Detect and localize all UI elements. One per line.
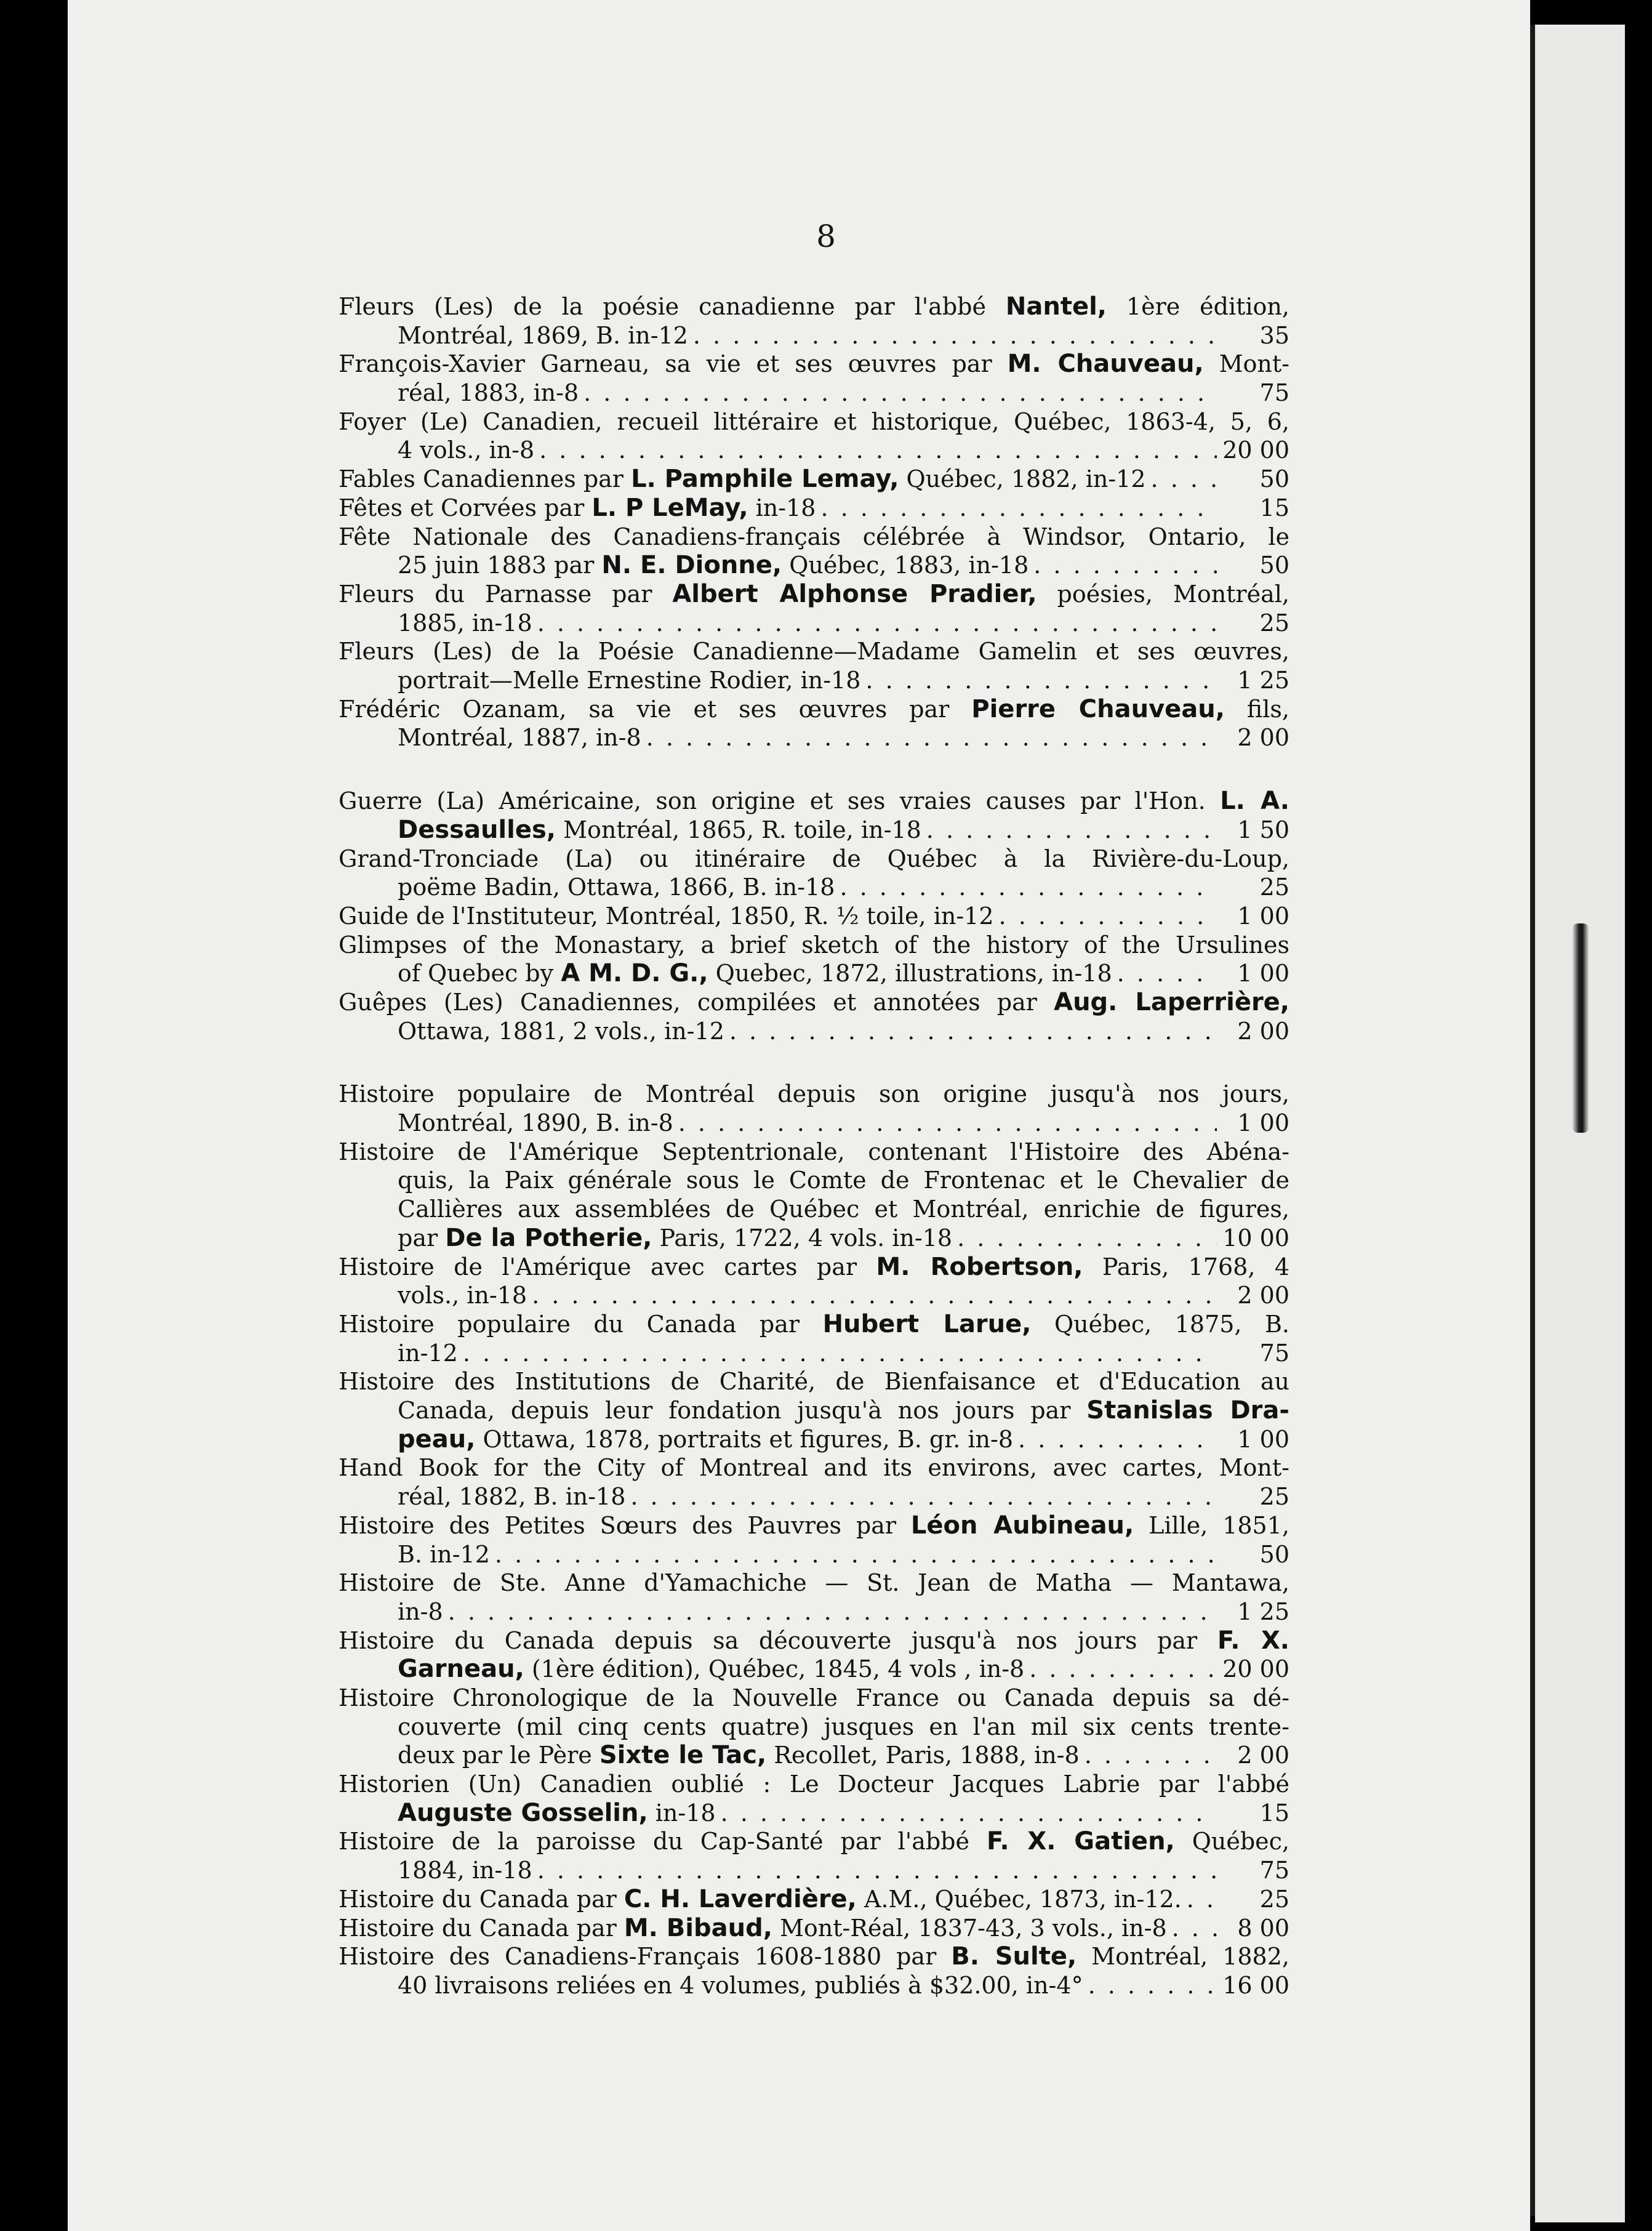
entry-price-line bbox=[339, 1425, 1289, 1454]
entry-price: 16 00 bbox=[1222, 1971, 1289, 1999]
entry-text-segment: Histoire populaire de Montréal depuis son origine jusqu'à nos jours, bbox=[339, 1080, 1289, 1108]
catalogue-entry bbox=[339, 1885, 1289, 1914]
author-name: Aug. Laperrière, bbox=[1054, 988, 1289, 1017]
facing-page-edge bbox=[1535, 25, 1625, 2222]
leader-dots bbox=[1172, 1914, 1217, 1943]
entry-price: 1 25 bbox=[1237, 667, 1289, 694]
entry-text-segment: Histoire de Ste. Anne d'Yamachiche — St. Jean de Matha — Mantawa, bbox=[339, 1569, 1289, 1597]
author-name: L. P LeMay, bbox=[591, 493, 748, 522]
author-name: M. Bibaud, bbox=[624, 1913, 772, 1942]
entry-price: 1 00 bbox=[1237, 902, 1289, 930]
author-name: F. X. bbox=[1217, 1626, 1289, 1655]
leader-dots bbox=[1187, 1885, 1217, 1914]
entry-price: 50 bbox=[1259, 1540, 1289, 1568]
entry-text-segment: in-12 bbox=[398, 1339, 458, 1367]
entry-text-segment: Guerre (La) Américaine, son origine et ses vraies causes par l'Hon. bbox=[339, 787, 1221, 815]
entry-first-line bbox=[339, 1569, 1289, 1598]
entry-text bbox=[339, 494, 816, 523]
entry-text-segment: portrait—Melle Ernestine Rodier, in-18 bbox=[398, 667, 861, 694]
entry-text bbox=[398, 959, 1112, 988]
entry-price: 25 bbox=[1259, 609, 1289, 637]
author-name: C. H. Laverdière, bbox=[624, 1884, 857, 1913]
leader-dots bbox=[1029, 1655, 1217, 1684]
entry-price-line bbox=[339, 465, 1289, 494]
entry-text bbox=[398, 1540, 490, 1569]
ink-mark bbox=[1572, 923, 1589, 1133]
entry-text bbox=[339, 1914, 1167, 1943]
entry-text-segment: Frédéric Ozanam, sa vie et ses œuvres par bbox=[339, 695, 972, 723]
entry-text bbox=[339, 465, 1146, 494]
author-name: Dessaulles, bbox=[398, 815, 556, 844]
leader-dots bbox=[463, 1339, 1217, 1368]
entry-first-line bbox=[339, 845, 1289, 874]
leader-dots bbox=[537, 1856, 1217, 1885]
catalogue-entry bbox=[339, 292, 1289, 350]
entry-first-line bbox=[339, 1367, 1289, 1396]
entry-text-segment: Histoire populaire du Canada par bbox=[339, 1310, 823, 1338]
entry-text-segment: Paris, 1768, 4 bbox=[1083, 1253, 1289, 1280]
leader-dots bbox=[721, 1799, 1217, 1828]
entry-text bbox=[339, 1885, 1182, 1914]
catalogue-entry bbox=[339, 1080, 1289, 1137]
entry-price-line bbox=[339, 1885, 1289, 1914]
entry-text bbox=[398, 816, 921, 845]
entry-price: 25 bbox=[1259, 1885, 1289, 1913]
author-name: Garneau, bbox=[398, 1655, 524, 1684]
entry-price: 75 bbox=[1259, 1857, 1289, 1884]
scan-edge bbox=[1530, 25, 1535, 2216]
leader-dots bbox=[1018, 1425, 1217, 1454]
entry-first-line bbox=[339, 523, 1289, 552]
entry-price: 8 00 bbox=[1237, 1914, 1289, 1942]
catalogue-entry bbox=[339, 408, 1289, 465]
leader-dots bbox=[729, 1017, 1217, 1046]
entry-first-line bbox=[339, 350, 1289, 379]
entry-price-line bbox=[339, 551, 1289, 580]
entry-price-line bbox=[339, 723, 1289, 752]
entry-text-segment: Montréal, 1882, bbox=[1077, 1943, 1289, 1971]
entry-price: 1 00 bbox=[1237, 960, 1289, 987]
catalogue-entry bbox=[339, 580, 1289, 637]
entry-text-segment: Foyer (Le) Canadien, recueil littéraire et historique, Québec, 1863-4, 5, 6, bbox=[339, 408, 1289, 435]
entry-text-segment: Histoire du Canada par bbox=[339, 1885, 624, 1913]
entry-first-line bbox=[339, 1138, 1289, 1167]
entry-text-segment: Hand Book for the City of Montreal and its environs, avec cartes, Mont- bbox=[339, 1454, 1289, 1482]
entry-continuation-line: Callières aux assemblées de Québec et Montréal, enrichie de figures, bbox=[398, 1196, 1289, 1223]
entry-text-segment: Histoire du Canada depuis sa découverte jusqu'à nos jours par bbox=[339, 1626, 1217, 1654]
entry-text-segment: Histoire Chronologique de la Nouvelle France ou Canada depuis sa dé- bbox=[339, 1684, 1289, 1711]
entry-text-segment: Histoire du Canada par bbox=[339, 1914, 624, 1942]
entry-text-segment: Historien (Un) Canadien oublié : Le Docteur Jacques Labrie par l'abbé bbox=[339, 1771, 1289, 1798]
leader-dots bbox=[1085, 1741, 1217, 1770]
entry-text-segment: Quebec, 1872, illustrations, in-18 bbox=[708, 960, 1112, 987]
entry-text bbox=[339, 902, 994, 931]
entry-price-line bbox=[339, 436, 1289, 465]
entry-text-segment: Fêtes et Corvées par bbox=[339, 494, 592, 521]
entry-text-segment: Grand-Tronciade (La) ou itinéraire de Québec à la Rivière-du-Loup, bbox=[339, 845, 1289, 872]
entry-price-line bbox=[339, 902, 1289, 931]
entry-text-segment: Fête Nationale des Canadiens-français célébrée à Windsor, Ontario, le bbox=[339, 523, 1289, 550]
leader-dots bbox=[926, 816, 1217, 845]
entry-price-line bbox=[339, 494, 1289, 523]
entry-text bbox=[398, 1799, 716, 1828]
entry-text-segment: Mont-Réal, 1837-43, 3 vols., in-8 bbox=[772, 1914, 1167, 1942]
entry-price-line bbox=[339, 816, 1289, 845]
entry-price-line bbox=[339, 1281, 1289, 1310]
author-name: L. Pamphile Lemay, bbox=[631, 465, 899, 494]
entry-first-line bbox=[339, 787, 1289, 816]
author-name: N. E. Dionne, bbox=[601, 551, 782, 580]
entry-text-segment: Fleurs du Parnasse par bbox=[339, 580, 673, 608]
leader-dots bbox=[840, 873, 1217, 902]
entry-text-segment: par bbox=[398, 1224, 446, 1252]
entry-text-segment: Histoire de l'Amérique Septentrionale, contenant l'Histoire des Abéna- bbox=[339, 1138, 1289, 1165]
entry-text-segment: 25 juin 1883 par bbox=[398, 552, 602, 579]
entry-text-segment: Guide de l'Instituteur, Montréal, 1850, R. ½ toile, in-12 bbox=[339, 902, 994, 930]
entry-text-segment: Montréal, 1890, B. in-8 bbox=[398, 1109, 673, 1137]
author-name: M. Robertson, bbox=[876, 1252, 1083, 1281]
entry-text-segment: fils, bbox=[1224, 695, 1289, 723]
entry-first-line bbox=[339, 1626, 1289, 1655]
catalogue-entry bbox=[339, 1942, 1289, 2000]
entry-text-segment: Histoire des Petites Sœurs des Pauvres par bbox=[339, 1511, 911, 1539]
leader-dots bbox=[693, 321, 1217, 350]
catalogue-entry bbox=[339, 1827, 1289, 1884]
entry-text-segment: François-Xavier Garneau, sa vie et ses œuvres par bbox=[339, 350, 1008, 378]
entry-text-segment: Québec, 1883, in-18 bbox=[782, 552, 1029, 579]
author-name: Albert Alphonse Pradier, bbox=[672, 579, 1037, 608]
entry-text bbox=[398, 1109, 673, 1138]
entry-text bbox=[398, 873, 835, 902]
catalogue-entry bbox=[339, 1684, 1289, 1770]
entry-text-segment: poëme Badin, Ottawa, 1866, B. in-18 bbox=[398, 874, 835, 901]
entry-price: 1 00 bbox=[1237, 1425, 1289, 1453]
entry-text-segment: Québec, bbox=[1174, 1828, 1289, 1855]
entry-price: 25 bbox=[1259, 1483, 1289, 1511]
author-name: L. A. bbox=[1220, 787, 1289, 816]
leader-dots bbox=[448, 1598, 1217, 1626]
entry-price-line bbox=[339, 1655, 1289, 1684]
leader-dots bbox=[495, 1540, 1217, 1569]
entry-text bbox=[398, 1741, 1080, 1770]
entry-price: 2 00 bbox=[1237, 1282, 1289, 1309]
entry-text-segment: 1ère édition, bbox=[1107, 293, 1289, 320]
author-name: Auguste Gosselin, bbox=[398, 1798, 648, 1827]
catalogue-entry bbox=[339, 494, 1289, 523]
entry-text-segment: Histoire de l'Amérique avec cartes par bbox=[339, 1253, 876, 1280]
catalogue-listing bbox=[339, 292, 1289, 2000]
entry-text bbox=[398, 1339, 458, 1368]
entry-text bbox=[398, 1482, 625, 1511]
entry-text-segment: (1ère édition), Québec, 1845, 4 vols , in-8 bbox=[524, 1655, 1025, 1683]
catalogue-entry bbox=[339, 1138, 1289, 1253]
entry-continuation-line: quis, la Paix générale sous le Comte de Frontenac et le Chevalier de bbox=[398, 1167, 1289, 1194]
entry-text-segment: Histoire des Canadiens-Français 1608-1880 par bbox=[339, 1943, 952, 1971]
entry-price-line bbox=[339, 1799, 1289, 1828]
entry-text-segment: poésies, Montréal, bbox=[1037, 580, 1289, 608]
catalogue-entry bbox=[339, 1511, 1289, 1569]
entry-first-line bbox=[339, 580, 1289, 609]
entry-price: 25 bbox=[1259, 874, 1289, 901]
entry-text bbox=[398, 666, 860, 695]
entry-text bbox=[398, 1856, 532, 1885]
author-name: A M. D. G., bbox=[561, 959, 708, 988]
entry-price-line bbox=[339, 873, 1289, 902]
entry-first-line bbox=[339, 695, 1289, 724]
entry-text-segment: deux par le Père bbox=[398, 1742, 599, 1769]
entry-text-segment: in-18 bbox=[748, 494, 816, 521]
entry-price: 1 25 bbox=[1237, 1598, 1289, 1625]
entry-price: 35 bbox=[1259, 321, 1289, 349]
entry-text bbox=[398, 321, 688, 350]
entry-price-line bbox=[339, 1971, 1289, 2000]
entry-text-segment: Ottawa, 1878, portraits et figures, B. gr. in-8 bbox=[475, 1425, 1014, 1453]
leader-dots bbox=[583, 379, 1217, 408]
entry-text-segment: Fleurs (Les) de la poésie canadienne par l'abbé bbox=[339, 293, 1006, 320]
entry-price: 75 bbox=[1259, 1339, 1289, 1367]
entry-first-line bbox=[339, 1253, 1289, 1282]
entry-price: 2 00 bbox=[1237, 1017, 1289, 1045]
catalogue-entry bbox=[339, 787, 1289, 844]
entry-text bbox=[398, 551, 1028, 580]
author-name: Hubert Larue, bbox=[822, 1309, 1032, 1338]
catalogue-entry bbox=[339, 1253, 1289, 1310]
entry-price: 1 00 bbox=[1237, 1109, 1289, 1137]
entry-first-line bbox=[339, 931, 1289, 960]
catalogue-entry bbox=[339, 1367, 1289, 1453]
entry-first-line bbox=[339, 1080, 1289, 1109]
entry-price-line bbox=[339, 1856, 1289, 1885]
author-name: Nantel, bbox=[1005, 292, 1107, 321]
entry-text-segment: Montréal, 1865, R. toile, in-18 bbox=[555, 816, 921, 843]
leader-dots bbox=[1033, 551, 1217, 580]
catalogue-entry bbox=[339, 695, 1289, 752]
leader-dots bbox=[646, 723, 1217, 752]
page-number: 8 bbox=[816, 219, 836, 254]
entry-text-segment: Histoire des Institutions de Charité, de Bienfaisance et d'Education au bbox=[339, 1368, 1289, 1396]
entry-price: 75 bbox=[1259, 379, 1289, 407]
catalogue-entry bbox=[339, 523, 1289, 580]
entry-price-line bbox=[339, 1914, 1289, 1943]
entry-text bbox=[398, 1598, 443, 1626]
entry-text-segment: Paris, 1722, 4 vols. in-18 bbox=[652, 1224, 953, 1252]
catalogue-entry bbox=[339, 1914, 1289, 1943]
leader-dots bbox=[537, 609, 1217, 638]
catalogue-entry bbox=[339, 931, 1289, 988]
entry-price: 2 00 bbox=[1237, 1742, 1289, 1769]
entry-text-segment: Histoire de la paroisse du Cap-Santé par l'abbé bbox=[339, 1828, 987, 1855]
entry-price: 15 bbox=[1259, 1799, 1289, 1827]
entry-continuation-line: couverte (mil cinq cents quatre) jusques en l'an mil six cents trente- bbox=[398, 1713, 1289, 1740]
entry-price: 20 00 bbox=[1222, 436, 1289, 464]
entry-text-segment: of Quebec by bbox=[398, 960, 561, 987]
entry-text-segment: Fables Canadiennes par bbox=[339, 465, 632, 493]
catalogue-entry bbox=[339, 902, 1289, 931]
entry-price-line bbox=[339, 959, 1289, 988]
entry-text-segment: Fleurs (Les) de la Poésie Canadienne—Madame Gamelin et ses œuvres, bbox=[339, 638, 1289, 665]
entry-first-line bbox=[339, 637, 1289, 666]
entry-text-segment: Montréal, 1887, in-8 bbox=[398, 724, 641, 752]
entry-text-segment: Mont- bbox=[1203, 350, 1289, 378]
entry-text-segment: in-8 bbox=[398, 1598, 443, 1625]
entry-text bbox=[398, 436, 534, 465]
entry-text-segment: 4 vols., in-8 bbox=[398, 436, 535, 464]
leader-dots bbox=[678, 1109, 1217, 1138]
entry-first-line bbox=[339, 408, 1289, 436]
catalogue-entry bbox=[339, 1569, 1289, 1626]
entry-first-line bbox=[339, 292, 1289, 321]
catalogue-entry bbox=[339, 1626, 1289, 1684]
entry-text-segment: réal, 1883, in-8 bbox=[398, 379, 579, 407]
entry-text-segment: B. in-12 bbox=[398, 1540, 490, 1568]
leader-dots bbox=[1117, 959, 1217, 988]
entry-text bbox=[398, 1281, 527, 1310]
entry-text-segment: Québec, 1882, in-12 bbox=[899, 465, 1146, 493]
entry-text-segment: Québec, 1875, B. bbox=[1031, 1310, 1289, 1338]
entry-text bbox=[398, 379, 579, 408]
entry-first-line bbox=[339, 988, 1289, 1017]
author-name: Pierre Chauveau, bbox=[971, 694, 1225, 723]
entry-price-line bbox=[339, 1109, 1289, 1138]
entry-text bbox=[398, 1017, 724, 1046]
entry-text bbox=[398, 1655, 1024, 1684]
entry-first-line bbox=[339, 1511, 1289, 1540]
entry-continuation-line bbox=[339, 1396, 1289, 1425]
entry-text-segment: 1885, in-18 bbox=[398, 609, 532, 637]
entry-first-line bbox=[339, 1684, 1289, 1713]
entry-price: 2 00 bbox=[1237, 724, 1289, 752]
entry-price-line bbox=[339, 1540, 1289, 1569]
leader-dots bbox=[1088, 1971, 1217, 2000]
entry-text-segment: Lille, 1851, bbox=[1134, 1511, 1289, 1539]
entry-text bbox=[398, 1971, 1083, 2000]
entry-text-segment: réal, 1882, B. in-18 bbox=[398, 1483, 626, 1511]
entry-price-line bbox=[339, 1339, 1289, 1368]
entry-text bbox=[398, 1425, 1013, 1454]
leader-dots bbox=[539, 436, 1217, 465]
entry-text-segment: 40 livraisons reliées en 4 volumes, publiés à $32.00, in-4° bbox=[398, 1971, 1083, 1999]
entry-first-line bbox=[339, 1453, 1289, 1482]
entry-first-line bbox=[339, 1827, 1289, 1856]
author-name: M. Chauveau, bbox=[1007, 350, 1204, 379]
entry-text-segment: Recollet, Paris, 1888, in-8 bbox=[766, 1742, 1080, 1769]
entry-price-line bbox=[339, 379, 1289, 408]
entry-text-segment: in-18 bbox=[648, 1799, 716, 1827]
catalogue-entry bbox=[339, 1770, 1289, 1827]
catalogue-entry bbox=[339, 845, 1289, 902]
author-name: De la Potherie, bbox=[445, 1223, 652, 1252]
entry-first-line bbox=[339, 1310, 1289, 1339]
entry-text-segment: Ottawa, 1881, 2 vols., in-12 bbox=[398, 1017, 724, 1045]
catalogue-entry bbox=[339, 988, 1289, 1045]
entry-price: 20 00 bbox=[1222, 1655, 1289, 1683]
entry-text-segment: Guêpes (Les) Canadiennes, compilées et annotées par bbox=[339, 989, 1054, 1016]
catalogue-entry bbox=[339, 1453, 1289, 1511]
entry-price-line bbox=[339, 1224, 1289, 1253]
catalogue-entry bbox=[339, 465, 1289, 494]
entry-first-line bbox=[339, 1942, 1289, 1971]
entry-price: 1 50 bbox=[1237, 816, 1289, 843]
catalogue-entry bbox=[339, 637, 1289, 694]
entry-price-line bbox=[339, 666, 1289, 695]
leader-dots bbox=[1151, 465, 1217, 494]
entry-price-line bbox=[339, 1017, 1289, 1046]
entry-text-segment: Montréal, 1869, B. in-12 bbox=[398, 321, 688, 349]
entry-price: 50 bbox=[1259, 465, 1289, 493]
entry-text-segment: Glimpses of the Monastary, a brief sketch of the history of the Ursulines bbox=[339, 931, 1289, 959]
entry-first-line bbox=[339, 1770, 1289, 1799]
entry-price: 15 bbox=[1259, 494, 1289, 521]
entry-price: 10 00 bbox=[1222, 1224, 1289, 1252]
entry-price-line bbox=[339, 1741, 1289, 1770]
entry-text-segment: 1884, in-18 bbox=[398, 1857, 532, 1884]
leader-dots bbox=[865, 666, 1217, 695]
leader-dots bbox=[532, 1281, 1217, 1310]
author-name: F. X. Gatien, bbox=[986, 1827, 1175, 1856]
entry-text-segment: Canada, depuis leur fondation jusqu'à nos jours par bbox=[398, 1397, 1087, 1425]
leader-dots bbox=[820, 494, 1217, 523]
author-name: peau, bbox=[398, 1425, 476, 1453]
leader-dots bbox=[999, 902, 1217, 931]
entry-text-segment: vols., in-18 bbox=[398, 1282, 527, 1309]
entry-price-line bbox=[339, 321, 1289, 350]
entry-price-line bbox=[339, 1598, 1289, 1626]
entry-text bbox=[398, 609, 532, 638]
entry-price-line bbox=[339, 609, 1289, 638]
entry-price: 50 bbox=[1259, 552, 1289, 579]
entry-text bbox=[398, 723, 641, 752]
entry-text bbox=[398, 1224, 952, 1253]
entry-price-line bbox=[339, 1482, 1289, 1511]
entry-text-segment: A.M., Québec, 1873, in-12. bbox=[856, 1885, 1182, 1913]
author-name: B. Sulte, bbox=[951, 1942, 1077, 1971]
catalogue-entry bbox=[339, 350, 1289, 407]
leader-dots bbox=[957, 1224, 1217, 1253]
author-name: Sixte le Tac, bbox=[599, 1741, 767, 1770]
catalogue-entry bbox=[339, 1310, 1289, 1367]
author-name: Léon Aubineau, bbox=[910, 1511, 1134, 1540]
leader-dots bbox=[630, 1482, 1217, 1511]
author-name: Stanislas Dra- bbox=[1086, 1396, 1289, 1425]
